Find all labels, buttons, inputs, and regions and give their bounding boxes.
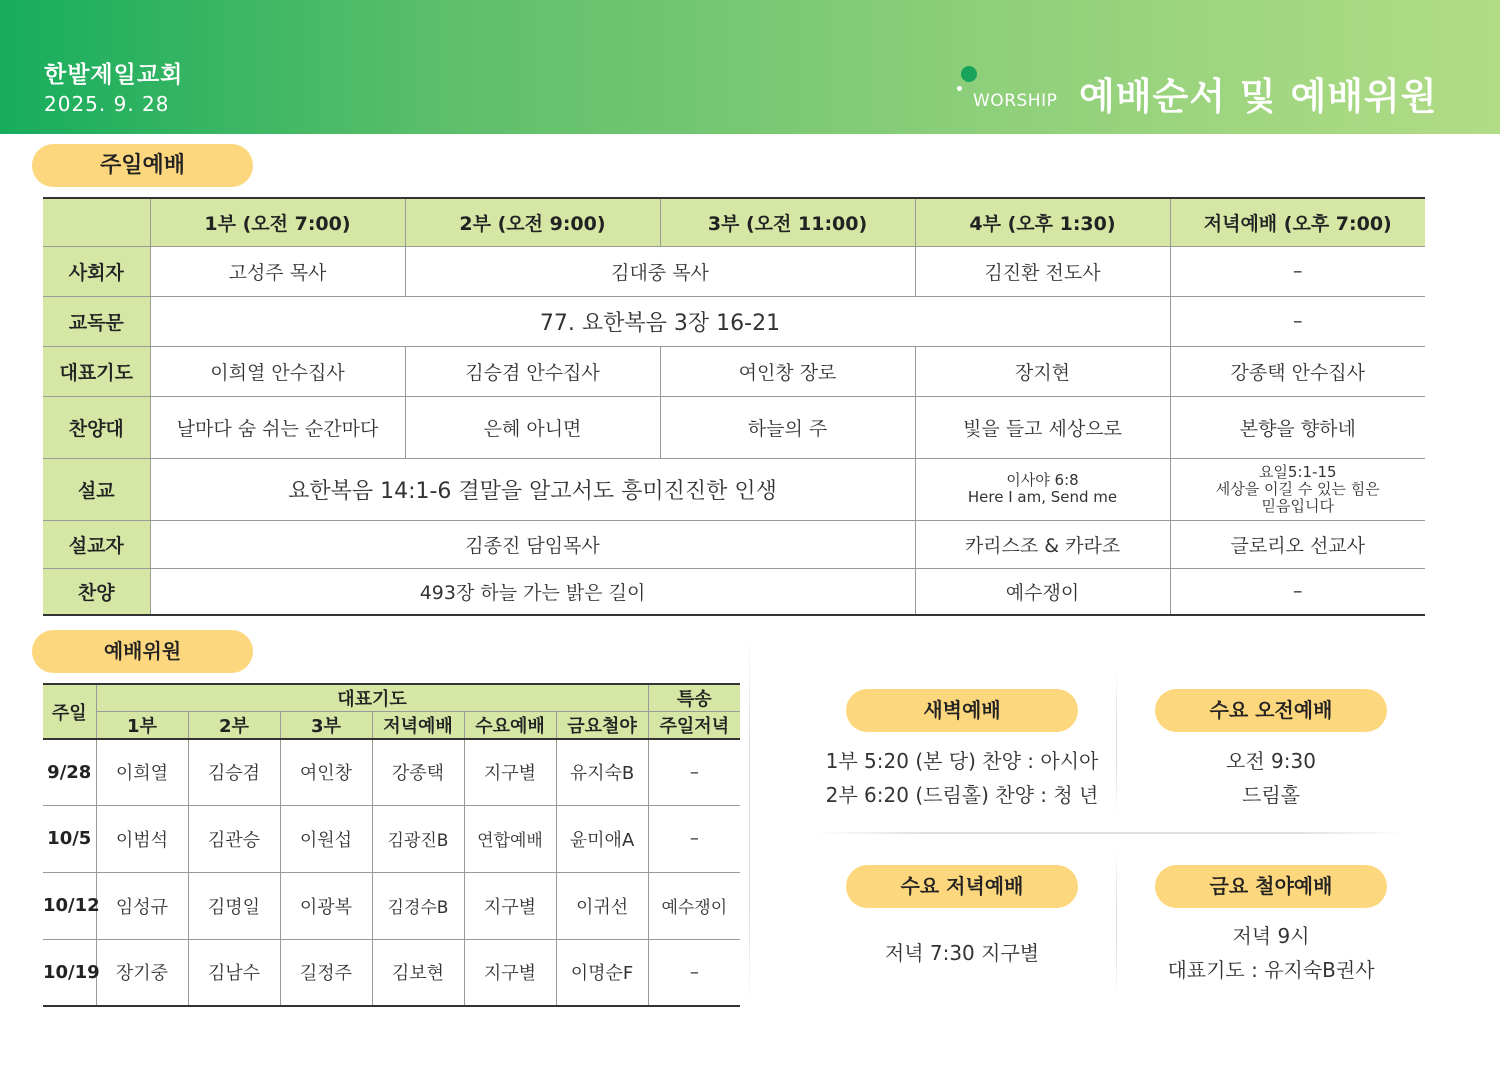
table-row (43, 805, 740, 872)
table-row-host (43, 246, 1425, 296)
table-cell: 이귀선 (556, 872, 648, 939)
table-cell: 이명순F (556, 939, 648, 1006)
table-cell: 예수쟁이 (648, 872, 740, 939)
service-line: 2부 6:20 (드림홀) 찬양 : 청 년 (825, 783, 1099, 807)
table-cell: 윤미애A (556, 805, 648, 872)
accent-dot-icon (961, 66, 977, 82)
dawn-service-title: 새벽예배 (846, 689, 1078, 732)
service-line: 드림홀 (1242, 783, 1300, 807)
table-cell: 김대중 목사 (405, 246, 915, 296)
table-cell: 김종진 담임목사 (150, 520, 915, 568)
wed-evening-service-details (812, 936, 1112, 970)
table-cell: 김광진B (372, 805, 464, 872)
row-label: 사회자 (43, 246, 150, 296)
row-date: 10/5 (43, 805, 96, 872)
fri-night-service-details (1121, 919, 1421, 987)
worship-label: WORSHIP (973, 91, 1058, 111)
table-cell: 이광복 (280, 872, 372, 939)
sermon-title: 세상을 이길 수 있는 힘은 (1215, 479, 1380, 498)
worship-staff-table (43, 683, 740, 1007)
service-line: 1부 5:20 (본 당) 찬양 : 아시아 (825, 749, 1099, 773)
row-label: 설교 (43, 458, 150, 520)
column-divider (1116, 668, 1117, 818)
service-line: 대표기도 : 유지숙B권사 (1167, 958, 1375, 982)
table-cell: 이희열 (96, 739, 188, 805)
table-cell: 하늘의 주 (660, 396, 915, 458)
special-group-header: 특송 (648, 684, 740, 712)
column-header: 4부 (오후 1:30) (915, 198, 1170, 246)
table-cell: – (1170, 568, 1425, 615)
week-header: 주일 (43, 684, 96, 739)
table-cell: – (648, 805, 740, 872)
table-cell: 강종택 (372, 739, 464, 805)
table-row (43, 939, 740, 1006)
table-cell: 김진환 전도사 (915, 246, 1170, 296)
table-cell: 김남수 (188, 939, 280, 1006)
scripture-ref: 요일5:1-15 (1258, 462, 1337, 481)
column-header: 1부 (96, 712, 188, 740)
wed-morning-service-details (1121, 744, 1421, 812)
row-label: 설교자 (43, 520, 150, 568)
table-header-row (43, 198, 1425, 246)
table-cell: 글로리오 선교사 (1170, 520, 1425, 568)
sunday-worship-table (43, 197, 1425, 616)
table-cell (915, 458, 1170, 520)
table-row-preacher (43, 520, 1425, 568)
column-header: 주일저녁 (648, 712, 740, 740)
table-cell: – (1170, 246, 1425, 296)
table-row-reading (43, 296, 1425, 346)
fri-night-service-title: 금요 철야예배 (1155, 865, 1387, 908)
service-line: 오전 9:30 (1226, 749, 1316, 773)
column-header: 1부 (오전 7:00) (150, 198, 405, 246)
column-header: 저녁예배 (오후 7:00) (1170, 198, 1425, 246)
row-label: 찬양대 (43, 396, 150, 458)
table-cell: 이원섭 (280, 805, 372, 872)
table-cell: – (1170, 296, 1425, 346)
bulletin-date: 2025. 9. 28 (44, 92, 170, 116)
sunday-section-label: 주일예배 (32, 144, 253, 187)
column-header: 금요철야 (556, 712, 648, 740)
table-cell: – (648, 939, 740, 1006)
table-subheader-row (43, 712, 740, 740)
page-title: 예배순서 및 예배위원 (1079, 75, 1438, 118)
table-cell (1170, 458, 1425, 520)
table-cell: 길정주 (280, 939, 372, 1006)
table-cell: 여인창 (280, 739, 372, 805)
table-cell: 유지숙B (556, 739, 648, 805)
corner-cell (43, 198, 150, 246)
row-divider (815, 832, 1407, 834)
table-row-choir (43, 396, 1425, 458)
prayer-group-header: 대표기도 (96, 684, 648, 712)
dawn-service-details (812, 744, 1112, 812)
service-line: 저녁 7:30 지구별 (884, 941, 1040, 965)
table-cell: 이범석 (96, 805, 188, 872)
table-cell: 장지현 (915, 346, 1170, 396)
table-cell: 연합예배 (464, 805, 556, 872)
row-label: 대표기도 (43, 346, 150, 396)
table-cell: 임성규 (96, 872, 188, 939)
table-cell: 본향을 향하네 (1170, 396, 1425, 458)
table-cell: 은혜 아니면 (405, 396, 660, 458)
wed-morning-service-title: 수요 오전예배 (1155, 689, 1387, 732)
table-cell: 김경수B (372, 872, 464, 939)
column-header: 3부 (오전 11:00) (660, 198, 915, 246)
table-cell: 날마다 숨 쉬는 순간마다 (150, 396, 405, 458)
table-cell: 77. 요한복음 3장 16-21 (150, 296, 1170, 346)
table-cell: 장기중 (96, 939, 188, 1006)
row-date: 10/19 (43, 939, 96, 1006)
table-row-prayer (43, 346, 1425, 396)
sermon-title: 믿음입니다 (1261, 496, 1334, 515)
column-header: 3부 (280, 712, 372, 740)
small-dot-icon (957, 86, 962, 91)
header-banner (0, 0, 1500, 134)
table-cell: 카리스조 & 카라조 (915, 520, 1170, 568)
column-header: 수요예배 (464, 712, 556, 740)
table-cell: 김승겸 (188, 739, 280, 805)
column-header: 2부 (오전 9:00) (405, 198, 660, 246)
table-cell: 강종택 안수집사 (1170, 346, 1425, 396)
sermon-title: Here I am, Send me (967, 488, 1118, 506)
row-label: 교독문 (43, 296, 150, 346)
table-row-hymn (43, 568, 1425, 615)
table-row (43, 872, 740, 939)
row-label: 찬양 (43, 568, 150, 615)
table-cell: 김승겸 안수집사 (405, 346, 660, 396)
table-cell: 지구별 (464, 939, 556, 1006)
table-cell: 고성주 목사 (150, 246, 405, 296)
row-date: 9/28 (43, 739, 96, 805)
table-cell: 이희열 안수집사 (150, 346, 405, 396)
column-header: 2부 (188, 712, 280, 740)
row-date: 10/12 (43, 872, 96, 939)
service-line: 저녁 9시 (1232, 924, 1310, 948)
table-cell: 여인창 장로 (660, 346, 915, 396)
table-cell: 김보현 (372, 939, 464, 1006)
table-row-sermon (43, 458, 1425, 520)
table-cell: – (648, 739, 740, 805)
table-cell: 지구별 (464, 739, 556, 805)
staff-section-label: 예배위원 (32, 630, 253, 673)
column-header: 저녁예배 (372, 712, 464, 740)
column-divider (1116, 848, 1117, 998)
table-cell: 요한복음 14:1-6 결말을 알고서도 흥미진진한 인생 (150, 458, 915, 520)
table-cell: 김관승 (188, 805, 280, 872)
table-cell: 예수쟁이 (915, 568, 1170, 615)
table-header-row (43, 684, 740, 712)
scripture-ref: 이사야 6:8 (1006, 471, 1079, 489)
section-divider (749, 632, 750, 1012)
church-name: 한밭제일교회 (44, 62, 184, 88)
table-row (43, 739, 740, 805)
table-cell: 빛을 들고 세상으로 (915, 396, 1170, 458)
wed-evening-service-title: 수요 저녁예배 (846, 865, 1078, 908)
table-cell: 김명일 (188, 872, 280, 939)
table-cell: 493장 하늘 가는 밝은 길이 (150, 568, 915, 615)
table-cell: 지구별 (464, 872, 556, 939)
